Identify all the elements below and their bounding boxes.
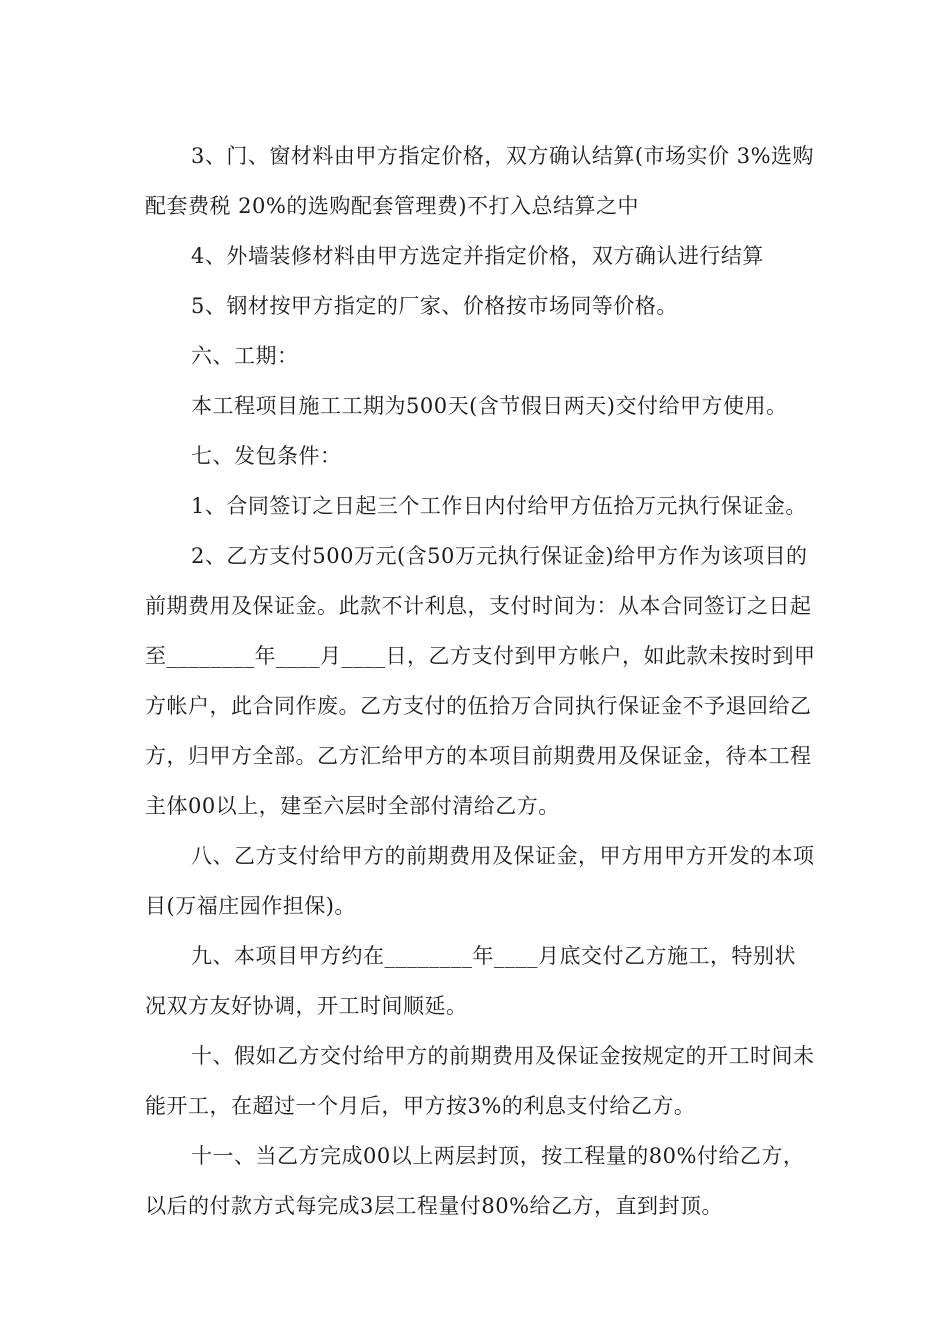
paragraph-section-8: 八、乙方支付给甲方的前期费用及保证金，甲方用甲方开发的本项目(万福庄园作担保)。 <box>145 844 815 918</box>
section-heading-conditions: 七、发包条件： <box>191 444 342 468</box>
document-body <box>145 131 817 1231</box>
paragraph-schedule: 本工程项目施工工期为500天(含节假日两天)交付给甲方使用。 <box>191 394 788 418</box>
paragraph-condition-2: 2、乙方支付500万元(含50万元执行保证金)给甲方作为该项目的前期费用及保证金。此款不计利息，支付时间为：从本合同签订之日起至________年____月____日，乙方支付到甲方帐户，如此款未按时到甲方帐户，此合同作废。乙方支付的伍拾万合同执行保证金不予退回给乙方，归甲方全部。乙方汇给甲方的本项目前期费用及保证金，待本工程主体00以上，建至六层时全部付清给乙方。 <box>145 544 816 818</box>
section-heading-schedule: 六、工期： <box>191 344 299 368</box>
paragraph-condition-1: 1、合同签订之日起三个工作日内付给甲方伍拾万元执行保证金。 <box>191 494 807 518</box>
paragraph-section-9: 九、本项目甲方约在________年____月底交付乙方施工，特别状况双方友好协调，开工时间顺延。 <box>145 944 796 1018</box>
paragraph-section-11: 十一、当乙方完成00以上两层封顶，按工程量的80%付给乙方，以后的付款方式每完成3层工程量付80%给乙方，直到封顶。 <box>145 1144 805 1218</box>
paragraph-section-10: 十、假如乙方交付给甲方的前期费用及保证金按规定的开工时间未能开工，在超过一个月后，甲方按3%的利息支付给乙方。 <box>145 1044 815 1118</box>
paragraph-item-5: 5、钢材按甲方指定的厂家、价格按市场同等价格。 <box>191 294 678 318</box>
paragraph-item-4: 4、外墙装修材料由甲方选定并指定价格，双方确认进行结算 <box>191 244 764 268</box>
paragraph-item-3: 3、门、窗材料由甲方指定价格，双方确认结算(市场实价 3%选购配套费税 20%的选购配套管理费)不打入总结算之中 <box>145 144 815 218</box>
